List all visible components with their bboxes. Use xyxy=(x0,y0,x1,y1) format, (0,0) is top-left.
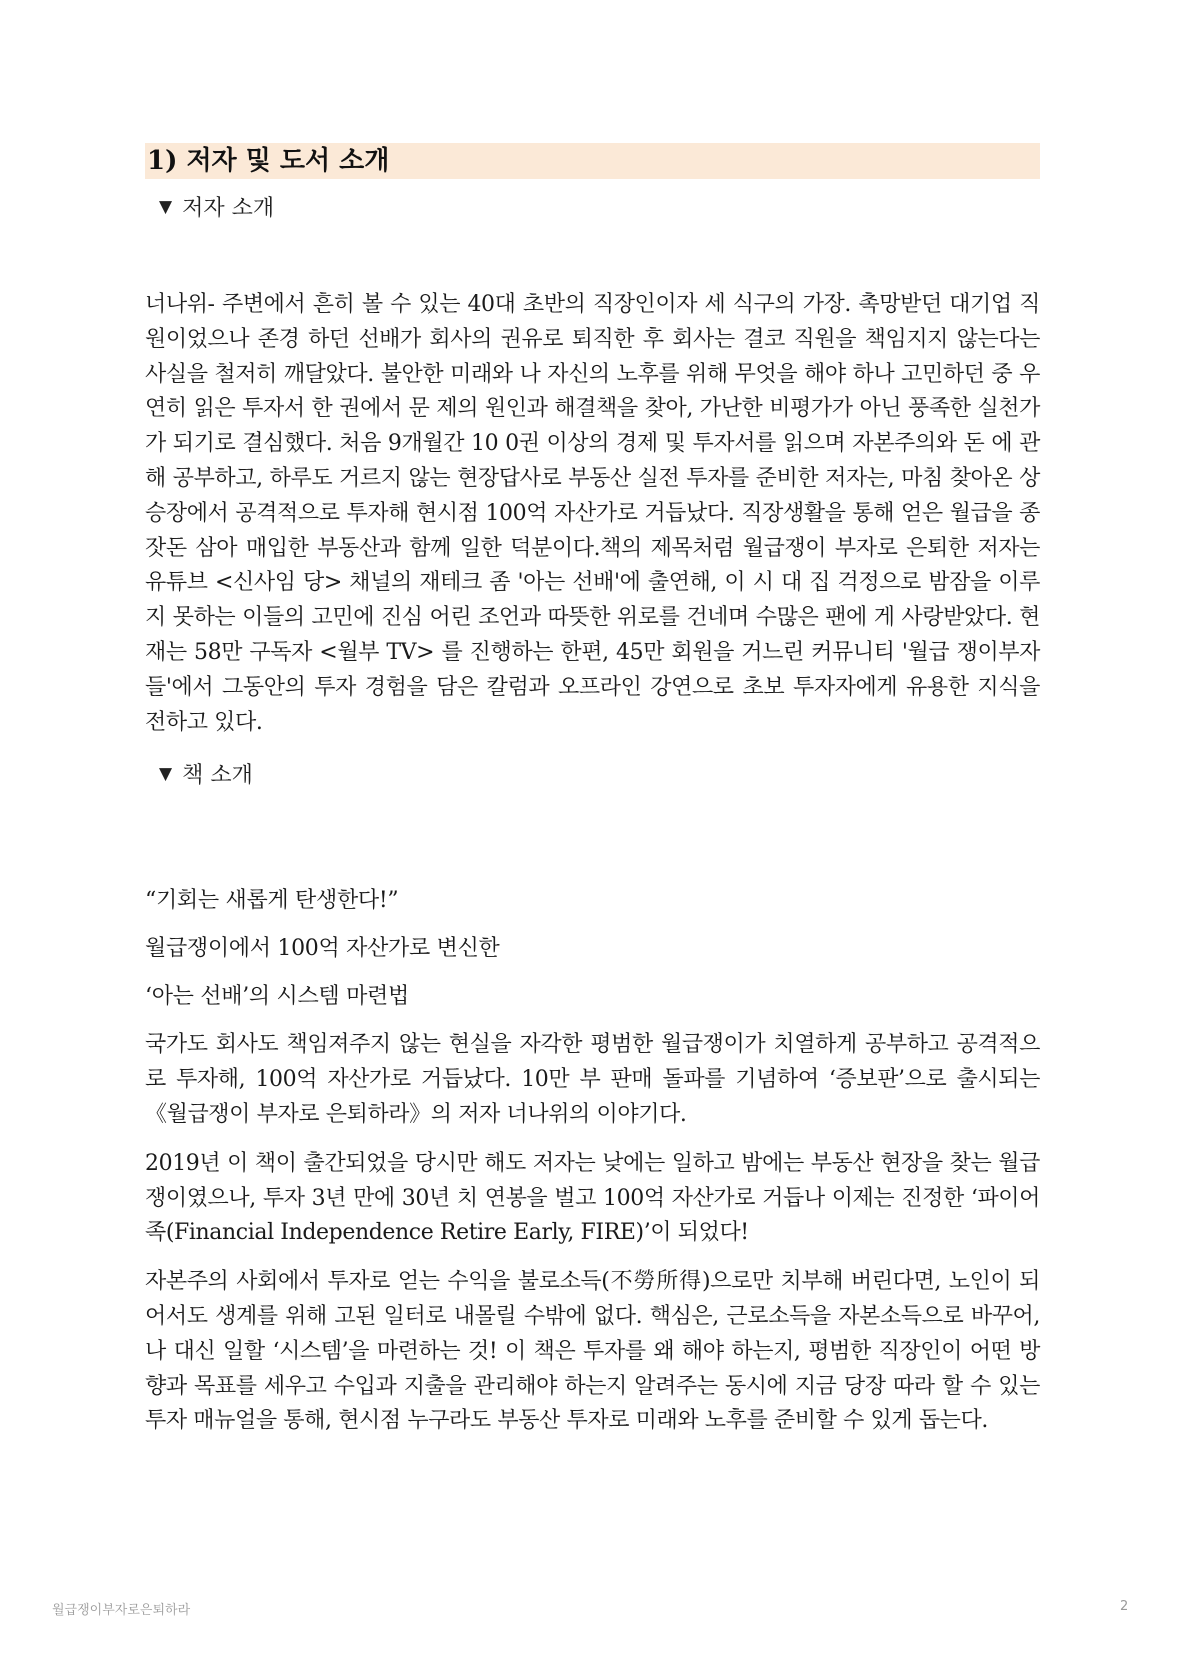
triangle-down-icon: ▼ xyxy=(159,196,173,217)
book-paragraph-3: 자본주의 사회에서 투자로 얻는 수익을 불로소득(不勞所得)으로만 치부해 버린다면, 노인이 되어서도 생계를 위해 고된 일터로 내몰릴 수밖에 없다. 핵심은, 근로소득을 자본소득으로 바꾸어, 나 대신 일할 ‘시스템’을 마련하는 것! 이 책은 투자를 왜 해야 하는지, 평범한 직장인이 어떤 방향과 목표를 세우고 수입과 지출을 관리해야 하는지 알려주는 동시에 지금 당장 따라 할 수 있는 투자 매뉴얼을 통해, 현시점 누구라도 부동산 투자로 미래와 노후를 준비할 수 있게 돕는다. xyxy=(145,1269,1040,1434)
book-subtitle-line2: ‘아는 선배’의 시스템 마련법 xyxy=(145,984,409,1010)
author-intro-text: 너나위- 주변에서 흔히 볼 수 있는 40대 초반의 직장인이자 세 식구의 가장. 촉망받던 대기업 직원이었으나 존경 하던 선배가 회사의 권유로 퇴직한 후 회사는 결코 직원을 책임지지 않는다는 사실을 철저히 깨달았다. 불안한 미래와 나 자신의 노후를 위해 무엇을 해야 하나 고민하던 중 우연히 읽은 투자서 한 권에서 문 제의 원인과 해결책을 찾아, 가난한 비평가가 아닌 풍족한 실천가가 되기로 결심했다. 처음 9개월간 10 0권 이상의 경제 및 투자서를 읽으며 자본주의와 돈 에 관해 공부하고, 하루도 거르지 않는 현장답사로 부동산 실전 투자를 준비한 저자는, 마침 찾아온 상 승장에서 공격적으로 투자해 현시점 100억 자산가로 거듭났다. 직장생활을 통해 얻은 월급을 종잣돈 삼아 매입한 부동산과 함께 일한 덕분이다.책의 제목처럼 월급쟁이 부자로 은퇴한 저자는 유튜브 <신사임 당> 채널의 재테크 좀 '아는 선배'에 출연해, 이 시 대 집 걱정으로 밤잠을 이루지 못하는 이들의 고민에 진심 어린 조언과 따뜻한 위로를 건네며 수많은 팬에 게 사랑받았다. 현재는 58만 구독자 <월부 TV> 를 진행하는 한편, 45만 회원을 거느린 커뮤니티 '월급 쟁이부자들'에서 그동안의 투자 경험을 담은 칼럼과 오프라인 강연으로 초보 투자자에게 유용한 지식을 전하고 있다. xyxy=(145,292,1040,735)
book-paragraph-1: 국가도 회사도 책임져주지 않는 현실을 자각한 평범한 월급쟁이가 치열하게 공부하고 공격적으로 투자해, 100억 자산가로 거듭났다. 10만 부 판매 돌파를 기념하여 ‘증보판’으로 출시되는 《월급쟁이 부자로 은퇴하라》의 저자 너나위의 이야기다. xyxy=(145,1032,1040,1127)
triangle-down-icon: ▼ xyxy=(159,763,173,784)
section-heading: 1) 저자 및 도서 소개 xyxy=(145,143,1040,179)
book-tagline: “기회는 새롭게 탄생한다!” xyxy=(145,888,399,914)
footer-document-title: 월급쟁이부자로은퇴하라 xyxy=(52,1603,191,1618)
document-page xyxy=(145,143,1040,1453)
footer-page-number: 2 xyxy=(1120,1599,1129,1614)
book-paragraph-2: 2019년 이 책이 출간되었을 당시만 해도 저자는 낮에는 일하고 밤에는 부동산 현장을 찾는 월급쟁이였으나, 투자 3년 만에 30년 치 연봉을 벌고 100억 자산가로 거듭나 이제는 진정한 ‘파이어족(Financial Independence Retire Early, FIRE)’이 되었다! xyxy=(145,1150,1040,1246)
book-intro-toggle[interactable] xyxy=(159,758,1040,789)
author-intro-label: 저자 소개 xyxy=(182,196,275,221)
author-intro-toggle[interactable] xyxy=(159,191,1040,222)
book-intro-content xyxy=(145,884,1040,1439)
book-subtitle-line1: 월급쟁이에서 100억 자산가로 변신한 xyxy=(145,936,500,962)
book-intro-label: 책 소개 xyxy=(182,763,253,789)
